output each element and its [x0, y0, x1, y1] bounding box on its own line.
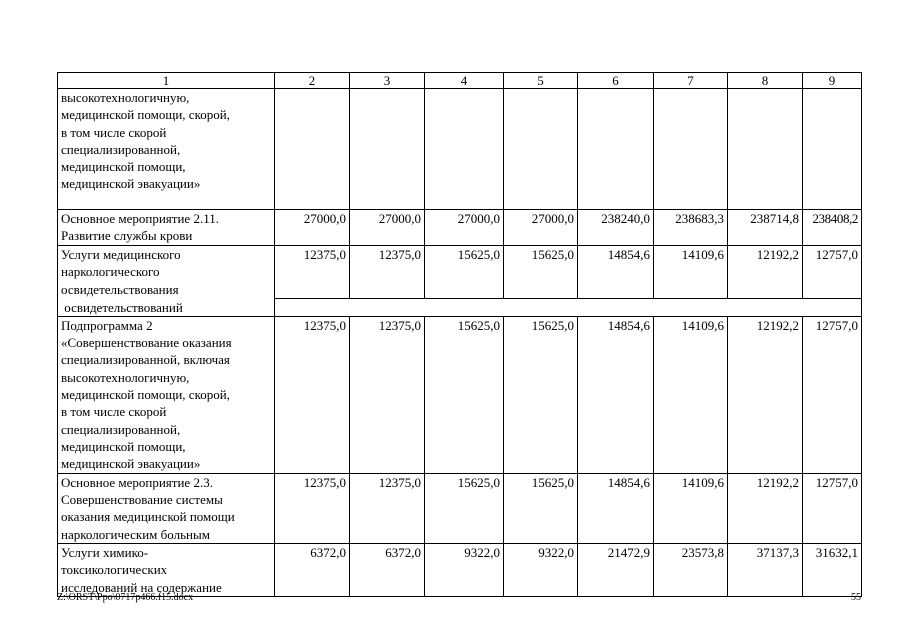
document-page	[57, 72, 862, 597]
value-cell: 14854,6	[578, 473, 654, 543]
table-row	[58, 210, 862, 246]
value-cell: 27000,0	[425, 210, 504, 246]
value-cell: 31632,1	[803, 543, 862, 596]
column-header: 4	[425, 73, 504, 89]
row-description-line: высокотехнологичную,	[61, 369, 190, 385]
value-cell: 9322,0	[504, 543, 578, 596]
row-description-line: Услуги химико-	[61, 544, 149, 560]
value-cell: 15625,0	[504, 473, 578, 543]
row-description-line: «Совершенствование оказания	[61, 335, 232, 351]
row-description-line: медицинской помощи,	[61, 159, 186, 175]
value-cell: 27000,0	[504, 210, 578, 246]
value-cell: 6372,0	[350, 543, 425, 596]
value-cell: 15625,0	[425, 246, 504, 299]
row-description-line: Услуги медицинского	[61, 247, 181, 262]
column-header: 8	[728, 73, 803, 89]
value-cell: 12375,0	[275, 316, 350, 473]
row-description	[58, 543, 275, 596]
row-description-line: медицинской помощи, скорой,	[61, 386, 230, 402]
value-cell	[275, 89, 350, 210]
column-header: 9	[803, 73, 862, 89]
value-cell: 27000,0	[350, 210, 425, 246]
column-header: 6	[578, 73, 654, 89]
value-cell: 15625,0	[425, 473, 504, 543]
row-description-line: медицинской эвакуации»	[61, 456, 201, 472]
continuation-cell	[275, 299, 862, 317]
value-cell: 37137,3	[728, 543, 803, 596]
value-cell: 12375,0	[350, 246, 425, 299]
value-cell: 12192,2	[728, 473, 803, 543]
table-row	[58, 89, 862, 210]
row-description	[58, 210, 275, 246]
value-cell: 14854,6	[578, 246, 654, 299]
row-description-line: медицинской помощи,	[61, 438, 186, 454]
row-description	[58, 89, 275, 210]
row-description-line: оказания медицинской помощи	[61, 509, 235, 525]
column-header: 5	[504, 73, 578, 89]
row-description-line: исследований на содержание	[61, 579, 222, 595]
value-cell: 12757,0	[803, 246, 862, 299]
table-row	[58, 316, 862, 473]
value-cell: 15625,0	[504, 246, 578, 299]
table-row	[58, 299, 862, 317]
row-description-line: Основное мероприятие 2.3.	[61, 474, 213, 490]
row-description-line: медицинской эвакуации»	[61, 176, 201, 192]
table-header-row	[58, 73, 862, 89]
value-cell: 14109,6	[654, 246, 728, 299]
row-description-line: Совершенствование системы	[61, 492, 223, 508]
row-description	[58, 316, 275, 473]
value-cell	[803, 89, 862, 210]
row-description-line: освидетельствований	[61, 299, 183, 315]
row-description-line: специализированной,	[61, 141, 181, 157]
row-description-line: в том числе скорой	[61, 404, 167, 420]
column-header: 3	[350, 73, 425, 89]
value-cell	[654, 89, 728, 210]
value-cell: 12192,2	[728, 246, 803, 299]
value-cell: 238714,8	[728, 210, 803, 246]
value-cell	[578, 89, 654, 210]
row-description	[58, 473, 275, 543]
value-cell: 238240,0	[578, 210, 654, 246]
value-cell	[504, 89, 578, 210]
value-cell: 14109,6	[654, 316, 728, 473]
row-description-line: Развитие службы крови	[61, 228, 193, 244]
table-row	[58, 246, 862, 299]
page-number: 55	[851, 592, 861, 603]
value-cell: 14109,6	[654, 473, 728, 543]
row-description-line: специализированной,	[61, 421, 181, 437]
value-cell: 9322,0	[425, 543, 504, 596]
value-cell: 15625,0	[504, 316, 578, 473]
value-cell: 14854,6	[578, 316, 654, 473]
value-cell: 23573,8	[654, 543, 728, 596]
value-cell: 6372,0	[275, 543, 350, 596]
table-row	[58, 473, 862, 543]
row-description-line: Подпрограмма 2	[61, 317, 153, 333]
column-header: 7	[654, 73, 728, 89]
value-cell: 12375,0	[350, 473, 425, 543]
value-cell: 12375,0	[275, 246, 350, 299]
file-path: Z:\ORST\Ppo\0717p466.f15.docx	[57, 592, 194, 603]
value-cell: 238408,2	[803, 210, 862, 246]
value-cell: 12192,2	[728, 316, 803, 473]
row-description-line: специализированной, включая	[61, 352, 230, 368]
table-row	[58, 543, 862, 596]
value-cell	[728, 89, 803, 210]
row-description-line: в том числе скорой	[61, 124, 167, 140]
value-cell: 21472,9	[578, 543, 654, 596]
value-cell: 238683,3	[654, 210, 728, 246]
value-cell: 12757,0	[803, 473, 862, 543]
value-cell: 15625,0	[425, 316, 504, 473]
row-description	[58, 299, 275, 317]
row-description-line: токсикологических	[61, 562, 168, 578]
column-header: 2	[275, 73, 350, 89]
value-cell: 27000,0	[275, 210, 350, 246]
data-table	[57, 72, 862, 597]
row-description	[58, 246, 275, 299]
value-cell	[350, 89, 425, 210]
row-description-line: наркологического	[61, 264, 160, 280]
row-description-line: наркологическим больным	[61, 526, 210, 542]
value-cell: 12375,0	[275, 473, 350, 543]
row-description-line: медицинской помощи, скорой,	[61, 107, 230, 123]
row-description-line: Основное мероприятие 2.11.	[61, 211, 219, 226]
value-cell: 12375,0	[350, 316, 425, 473]
value-cell: 12757,0	[803, 316, 862, 473]
row-description-line: высокотехнологичную,	[61, 90, 190, 105]
column-header: 1	[58, 73, 275, 89]
row-description-line: освидетельствования	[61, 281, 179, 297]
value-cell	[425, 89, 504, 210]
